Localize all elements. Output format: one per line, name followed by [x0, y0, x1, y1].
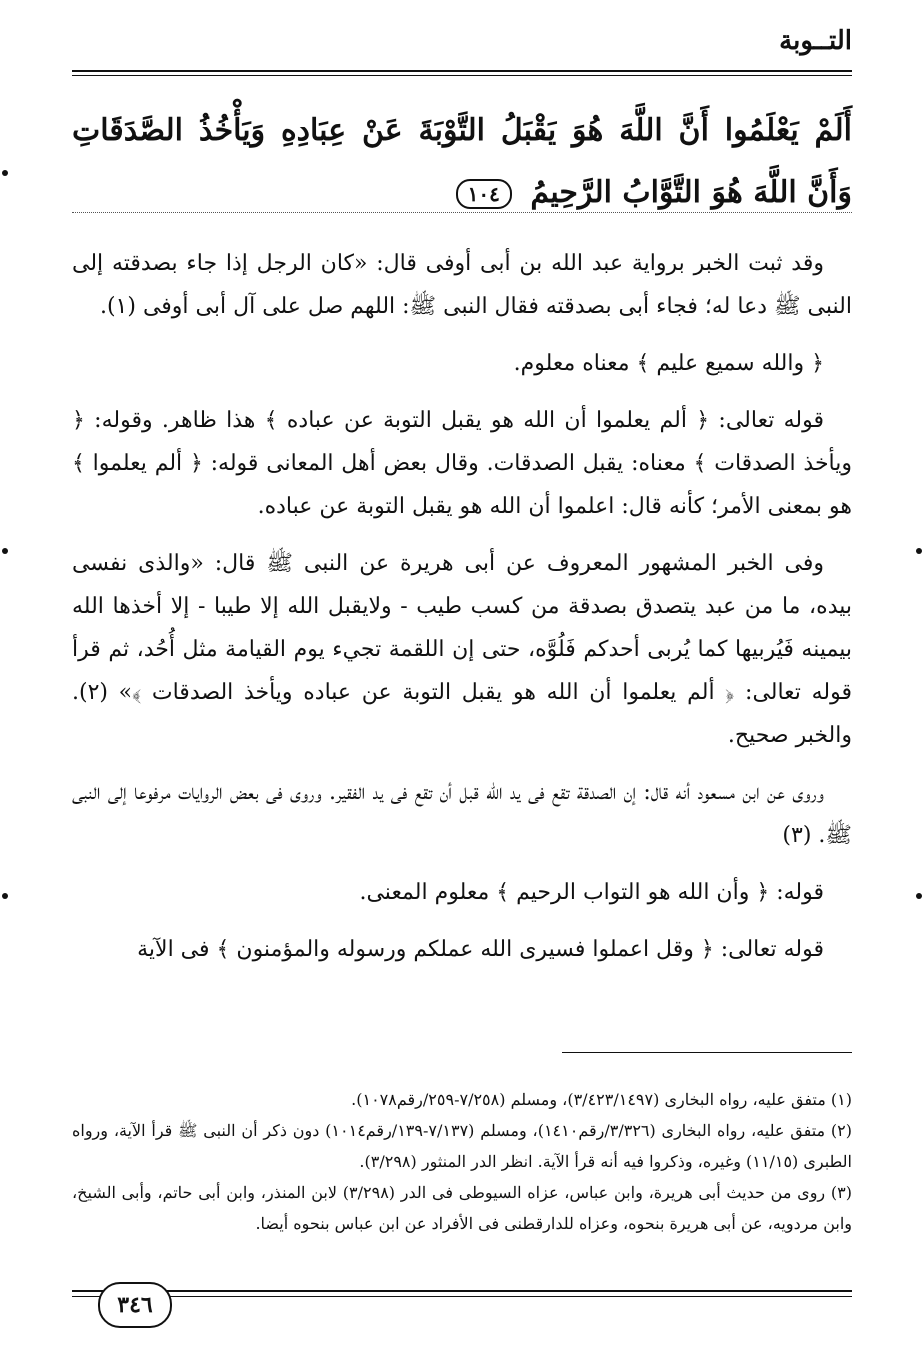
margin-mark — [916, 548, 922, 554]
footnote: (٢) متفق عليه، رواه البخارى (٣/٣٢٦/رقم١٤١٠)، ومسلم (٧/١٣٧-١٣٩/رقم١٠١٤) دون ذكر أن النبى ﷺ قرأ الآية، ورواه الطبرى (١١/١٥) وغيره، وذكروا فيه أنه قرأ الآية. انظر الدر المنثور (٣/٢٩٨). — [72, 1121, 852, 1171]
running-header: التــوبة — [779, 26, 852, 56]
paragraph: وروى عن ابن مسعود أنه قال: إن الصدقة تقع فى يد الله قبل أن تقع فى يد الفقير. وروى فى بعض الروايات مرفوعا إلى النبى ﷺ. (٣) — [72, 780, 852, 848]
verse-number-ornament: ١٠٤ — [456, 179, 512, 209]
margin-mark — [2, 170, 8, 176]
margin-mark — [916, 893, 922, 899]
margin-mark — [2, 548, 8, 554]
quran-verse — [72, 100, 852, 224]
header-rule-top — [72, 70, 852, 72]
margin-mark — [2, 893, 8, 899]
page-number: ٣٤٦ — [98, 1282, 172, 1328]
paragraph: وقد ثبت الخبر برواية عبد الله بن أبى أوفى قال: «كان الرجل إذا جاء بصدقته إلى النبى ﷺ دعا له؛ فجاء أبى بصدقته فقال النبى ﷺ: اللهم صل على آل أبى أوفى (١). — [72, 251, 852, 319]
verse-text: أَلَمْ يَعْلَمُوا أَنَّ اللَّهَ هُوَ يَقْبَلُ التَّوْبَةَ عَنْ عِبَادِهِ وَيَأْخُذُ الصَّدَقَاتِ وَأَنَّ اللَّهَ هُوَ التَّوَّابُ الرَّحِيمُ — [72, 113, 852, 210]
verse-separator — [72, 212, 852, 213]
paragraph: وفى الخبر المشهور المعروف عن أبى هريرة عن النبى ﷺ قال: «والذى نفسى بيده، ما من عبد يتصدق بصدقة من كسب طيب - ولايقبل الله إلا طيبا - إلا أخذها الله بيمينه فَيُربيها كما يُربى أحدكم فَلُوَّه، حتى إن اللقمة تجيء يوم القيامة مثل أُحُد، ثم قرأ قوله تعالى: ﴿ ألم يعلموا أن الله هو يقبل التوبة عن عباده ويأخذ الصدقات ﴾» (٢). والخبر صحيح. — [72, 551, 852, 748]
footnote: (٣) روى من حديث أبى هريرة، وابن عباس، عزاه السيوطى فى الدر (٣/٢٩٨) لابن المنذر، وابن أبى حاتم، وأبى الشيخ، وابن مردويه، عن أبى هريرة بنحوه، وعزاه للدارقطنى فى الأفراد عن ابن عباس بنحوه أيضا. — [72, 1183, 853, 1233]
paragraph: قوله: ﴿ وأن الله هو التواب الرحيم ﴾ معلوم المعنى. — [359, 880, 824, 905]
paragraph: قوله تعالى: ﴿ وقل اعملوا فسيرى الله عملكم ورسوله والمؤمنون ﴾ فى الآية — [137, 937, 824, 962]
book-page — [72, 20, 852, 1330]
paragraph: قوله تعالى: ﴿ ألم يعلموا أن الله هو يقبل التوبة عن عباده ﴾ هذا ظاهر. وقوله: ﴿ ويأخذ الصدقات ﴾ معناه: يقبل الصدقات. وقال بعض أهل المعانى قوله: ﴿ ألم يعلموا ﴾ هو بمعنى الأمر؛ كأنه قال: اعلموا أن الله هو يقبل التوبة عن عباده. — [72, 408, 852, 519]
footnotes — [72, 1084, 852, 1239]
footnote-separator — [562, 1052, 852, 1053]
footnote: (١) متفق عليه، رواه البخارى (٣/٤٢٣/١٤٩٧)، ومسلم (٧/٢٥٨-٢٥٩/رقم١٠٧٨). — [351, 1090, 852, 1109]
paragraph: ﴿ والله سميع عليم ﴾ معناه معلوم. — [513, 351, 824, 376]
commentary-body — [72, 242, 852, 985]
header-rule-bottom — [72, 75, 852, 76]
footer-rule-bottom — [72, 1296, 852, 1297]
footer-rule-top — [72, 1290, 852, 1292]
